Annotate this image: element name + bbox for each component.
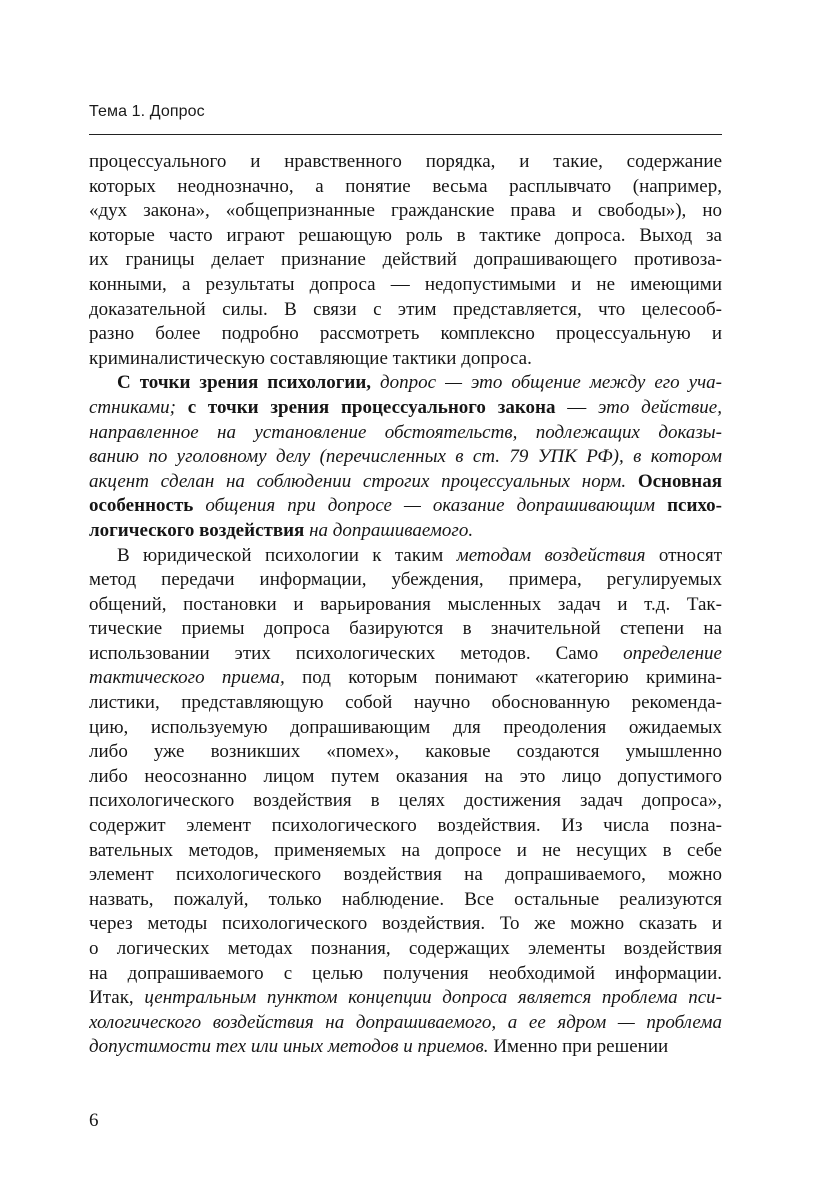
text-run: на допрашиваемого с целью получения необходимой информации. bbox=[89, 962, 722, 984]
text-line bbox=[89, 765, 722, 790]
text-run: доказательной силы. В связи с этим представляется, что целесооб- bbox=[89, 298, 722, 320]
text-run: использовании этих психологических методов. Само bbox=[89, 642, 624, 664]
italic-text: ванию по уголовному делу (перечисленных в ст. 79 УПК РФ), в котором bbox=[89, 446, 722, 468]
text-run: через методы психологического воздействия. То же можно сказать и bbox=[89, 913, 722, 935]
text-line bbox=[89, 666, 722, 691]
text-run: конными, а результаты допроса — недопустимыми и не имеющими bbox=[89, 273, 722, 295]
text-line bbox=[89, 642, 722, 667]
paragraph bbox=[89, 371, 722, 543]
text-line bbox=[89, 273, 722, 298]
text-line bbox=[89, 1035, 722, 1060]
text-run: вательных методов, применяемых на допросе и не несущих в себе bbox=[89, 839, 722, 861]
text-line bbox=[89, 199, 722, 224]
text-run bbox=[655, 495, 667, 516]
text-line bbox=[89, 371, 722, 396]
text-line bbox=[89, 691, 722, 716]
italic-text: на допрашиваемого. bbox=[309, 519, 474, 541]
text-line bbox=[89, 593, 722, 618]
text-line bbox=[89, 396, 722, 421]
text-run: общений, постановки и варьирования мысленных задач и т.д. Так- bbox=[89, 593, 722, 615]
text-run: либо неосознанно лицом путем оказания на это лицо допустимого bbox=[89, 765, 722, 787]
bold-text: логического воздействия bbox=[89, 519, 305, 541]
text-run: листики, представляющую собой научно обоснованную рекоменда- bbox=[89, 692, 722, 714]
text-run: их границы делает признание действий допрашивающего противоза- bbox=[89, 249, 722, 271]
bold-text: с точки зрения процессуального закона bbox=[187, 396, 556, 418]
text-line bbox=[89, 494, 722, 519]
bold-text: психо- bbox=[667, 495, 722, 517]
text-run: либо уже возникших «помех», каковые создаются умышленно bbox=[89, 741, 722, 763]
text-run: назвать, пожалуй, только наблюдение. Все остальные реализуются bbox=[89, 888, 722, 910]
text-run: содержит элемент психологического воздействия. Из числа позна- bbox=[89, 815, 722, 837]
text-run: под которым понимают «категорию кримина- bbox=[284, 667, 722, 689]
text-line bbox=[89, 937, 722, 962]
text-run: процессуального и нравственного порядка, и такие, содержание bbox=[89, 151, 722, 172]
text-line bbox=[89, 617, 722, 642]
text-line bbox=[89, 248, 722, 273]
text-line bbox=[89, 298, 722, 323]
text-line bbox=[89, 839, 722, 864]
text-run: метод передачи информации, убеждения, примера, регулируемых bbox=[89, 569, 722, 591]
text-run: В юридической психологии к таким bbox=[117, 544, 457, 566]
italic-text: определение bbox=[623, 642, 722, 664]
text-run: криминалистическую составляющие тактики допроса. bbox=[89, 347, 532, 369]
text-line bbox=[89, 986, 722, 1011]
paragraph bbox=[89, 150, 722, 371]
text-line bbox=[89, 519, 722, 544]
text-run: цию, используемую допрашивающим для преодоления ожидаемых bbox=[89, 716, 722, 738]
text-line bbox=[89, 544, 722, 569]
text-line bbox=[89, 421, 722, 446]
text-run bbox=[176, 397, 188, 418]
text-run: элемент психологического воздействия на допрашиваемого, можно bbox=[89, 864, 722, 886]
text-run bbox=[626, 471, 638, 492]
italic-text: хологического воздействия на допрашиваемого, а ее ядром — проблема bbox=[89, 1011, 722, 1033]
text-line bbox=[89, 912, 722, 937]
text-run: относят bbox=[645, 544, 722, 566]
text-line bbox=[89, 568, 722, 593]
text-line bbox=[89, 175, 722, 200]
text-line bbox=[89, 863, 722, 888]
page-number: 6 bbox=[89, 1110, 99, 1131]
text-line bbox=[89, 962, 722, 987]
bold-text: С точки зрения психологии, bbox=[117, 372, 372, 394]
bold-text: Основная bbox=[637, 470, 722, 492]
text-line bbox=[89, 1011, 722, 1036]
text-line bbox=[89, 789, 722, 814]
running-head: Тема 1. Допрос bbox=[89, 103, 205, 120]
italic-text: направленное на установление обстоятельств, подлежащих доказы- bbox=[89, 421, 722, 443]
text-line bbox=[89, 347, 722, 372]
italic-text: центральным пунктом концепции допроса является проблема пси- bbox=[144, 987, 722, 1009]
text-run bbox=[193, 495, 205, 516]
paragraph bbox=[89, 544, 722, 1060]
text-line bbox=[89, 740, 722, 765]
text-run: о логических методах познания, содержащих элементы воздействия bbox=[89, 938, 722, 959]
text-run: «дух закона», «общепризнанные гражданские права и свободы»), но bbox=[89, 200, 722, 222]
italic-text: это действие, bbox=[598, 396, 722, 418]
header-rule bbox=[89, 134, 722, 135]
text-line bbox=[89, 322, 722, 347]
text-run: разно более подробно рассмотреть комплексно процессуальную и bbox=[89, 323, 722, 345]
text-run: Именно при решении bbox=[488, 1036, 669, 1058]
text-run: — bbox=[555, 396, 599, 418]
text-line bbox=[89, 224, 722, 249]
italic-text: методам воздействия bbox=[456, 544, 646, 566]
text-line bbox=[89, 888, 722, 913]
italic-text: допустимости тех или иных методов и приемов. bbox=[89, 1036, 489, 1058]
text-line bbox=[89, 150, 722, 175]
text-line bbox=[89, 814, 722, 839]
text-run: тические приемы допроса базируются в значительной степени на bbox=[89, 618, 722, 640]
bold-text: особенность bbox=[89, 495, 194, 517]
italic-text: допрос — это общение между его уча- bbox=[380, 372, 722, 394]
text-line bbox=[89, 445, 722, 470]
text-line bbox=[89, 470, 722, 495]
text-run: которые часто играют решающую роль в тактике допроса. Выход за bbox=[89, 224, 722, 246]
text-run bbox=[371, 372, 380, 393]
text-line bbox=[89, 716, 722, 741]
text-run: которых неоднозначно, а понятие весьма расплывчато (например, bbox=[89, 175, 722, 197]
italic-text: общения при допросе — оказание допрашивающим bbox=[205, 495, 656, 517]
text-run: психологического воздействия в целях достижения задач допроса», bbox=[89, 790, 722, 812]
italic-text: тактического приема, bbox=[89, 667, 285, 689]
body-text bbox=[89, 150, 722, 1060]
text-run: Итак, bbox=[89, 987, 145, 1009]
italic-text: акцент сделан на соблюдении строгих процессуальных норм. bbox=[89, 470, 627, 492]
italic-text: стниками; bbox=[89, 396, 176, 418]
